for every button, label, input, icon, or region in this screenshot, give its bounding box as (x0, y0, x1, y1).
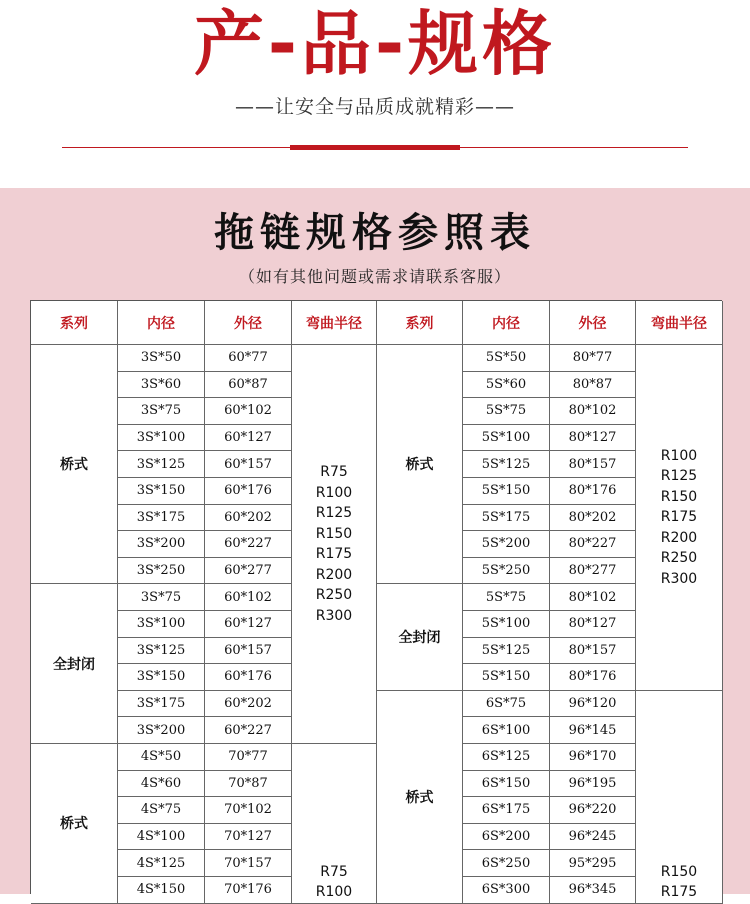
inner-diameter-cell: 3S*125 (118, 451, 205, 478)
inner-diameter-cell: 4S*75 (118, 797, 205, 824)
inner-diameter-cell: 3S*150 (118, 664, 205, 691)
bend-radius-value: R200 (315, 566, 353, 583)
outer-diameter-cell: 70*176 (205, 877, 292, 904)
inner-diameter-cell: 4S*60 (118, 771, 205, 798)
inner-diameter-cell: 5S*150 (463, 664, 550, 691)
inner-diameter-cell: 6S*125 (463, 744, 550, 771)
inner-diameter-cell: 3S*50 (118, 345, 205, 372)
table-note: （如有其他问题或需求请联系客服） (238, 267, 511, 286)
outer-diameter-cell: 80*157 (550, 451, 636, 478)
outer-diameter-cell: 80*202 (550, 505, 636, 532)
inner-diameter-cell: 5S*100 (463, 611, 550, 638)
outer-diameter-cell: 96*120 (550, 691, 636, 718)
inner-diameter-cell: 3S*100 (118, 425, 205, 452)
spec-table (30, 300, 722, 901)
bend-radius-cell (636, 691, 723, 904)
bend-radius-value: R250 (660, 550, 698, 567)
bend-radius-value: R100 (660, 447, 698, 464)
series-cell: 桥式 (377, 345, 463, 584)
inner-diameter-cell: 6S*300 (463, 877, 550, 904)
inner-diameter-cell: 3S*200 (118, 531, 205, 558)
outer-diameter-cell: 96*170 (550, 744, 636, 771)
inner-diameter-cell: 4S*100 (118, 824, 205, 851)
outer-diameter-cell: 80*176 (550, 478, 636, 505)
bend-radius-value: R100 (315, 484, 353, 501)
inner-diameter-cell: 5S*250 (463, 558, 550, 585)
bend-radius-value: R175 (315, 546, 353, 562)
inner-diameter-cell: 5S*200 (463, 531, 550, 558)
inner-diameter-cell: 3S*60 (118, 372, 205, 399)
inner-diameter-cell: 3S*175 (118, 505, 205, 532)
outer-diameter-cell: 60*102 (205, 584, 292, 611)
outer-diameter-cell: 80*227 (550, 531, 636, 558)
outer-diameter-cell: 70*157 (205, 850, 292, 877)
table-header-cell: 弯曲半径 (636, 301, 723, 345)
outer-diameter-cell: 60*227 (205, 717, 292, 744)
bend-radius-value: R125 (660, 468, 698, 485)
table-header-cell: 内径 (463, 301, 550, 345)
inner-diameter-cell: 3S*200 (118, 717, 205, 744)
series-cell: 桥式 (31, 744, 118, 904)
inner-diameter-cell: 5S*50 (463, 345, 550, 372)
inner-diameter-cell: 4S*125 (118, 850, 205, 877)
outer-diameter-cell: 60*176 (205, 664, 292, 691)
outer-diameter-cell: 60*77 (205, 345, 292, 372)
inner-diameter-cell: 5S*175 (463, 505, 550, 532)
bend-radius-value: R150 (660, 863, 698, 880)
inner-diameter-cell: 5S*75 (463, 584, 550, 611)
inner-diameter-cell: 6S*75 (463, 691, 550, 718)
outer-diameter-cell: 60*202 (205, 691, 292, 718)
series-cell: 桥式 (377, 691, 463, 904)
bend-radius-value: R200 (660, 529, 698, 546)
inner-diameter-cell: 3S*175 (118, 691, 205, 718)
inner-diameter-cell: 5S*125 (463, 451, 550, 478)
outer-diameter-cell: 80*77 (550, 345, 636, 372)
outer-diameter-cell: 70*127 (205, 824, 292, 851)
header-section (0, 0, 750, 188)
inner-diameter-cell: 6S*150 (463, 771, 550, 798)
outer-diameter-cell: 80*277 (550, 558, 636, 585)
slogan: ——让安全与品质成就精彩—— (234, 96, 515, 118)
inner-diameter-cell: 3S*100 (118, 611, 205, 638)
outer-diameter-cell: 60*157 (205, 451, 292, 478)
outer-diameter-cell: 96*345 (550, 877, 636, 904)
inner-diameter-cell: 3S*125 (118, 638, 205, 665)
inner-diameter-cell: 5S*125 (463, 638, 550, 665)
outer-diameter-cell: 70*87 (205, 771, 292, 798)
outer-diameter-cell: 80*102 (550, 584, 636, 611)
bend-radius-value: R175 (660, 884, 698, 901)
outer-diameter-cell: 60*127 (205, 425, 292, 452)
bend-radius-value: R75 (320, 863, 348, 880)
outer-diameter-cell: 96*145 (550, 717, 636, 744)
inner-diameter-cell: 5S*60 (463, 372, 550, 399)
outer-diameter-cell: 96*245 (550, 824, 636, 851)
table-header-cell: 内径 (118, 301, 205, 345)
inner-diameter-cell: 6S*250 (463, 850, 550, 877)
series-cell: 全封闭 (31, 584, 118, 744)
inner-diameter-cell: 5S*75 (463, 398, 550, 425)
table-header-cell: 外径 (550, 301, 636, 345)
inner-diameter-cell: 3S*250 (118, 558, 205, 585)
outer-diameter-cell: 80*127 (550, 611, 636, 638)
outer-diameter-cell: 60*127 (205, 611, 292, 638)
outer-diameter-cell: 80*87 (550, 372, 636, 399)
bend-radius-value: R250 (315, 587, 353, 603)
table-header-cell: 系列 (377, 301, 463, 345)
inner-diameter-cell: 6S*100 (463, 717, 550, 744)
outer-diameter-cell: 80*157 (550, 638, 636, 665)
bend-radius-value: R300 (660, 570, 698, 587)
inner-diameter-cell: 3S*75 (118, 584, 205, 611)
bend-radius-value: R125 (315, 505, 353, 521)
table-header-cell: 外径 (205, 301, 292, 345)
bend-radius-value: R150 (315, 525, 353, 542)
inner-diameter-cell: 3S*150 (118, 478, 205, 505)
inner-diameter-cell: 4S*50 (118, 744, 205, 771)
inner-diameter-cell: 3S*75 (118, 398, 205, 425)
outer-diameter-cell: 96*195 (550, 771, 636, 798)
bend-radius-value: R300 (315, 607, 353, 624)
outer-diameter-cell: 60*227 (205, 531, 292, 558)
outer-diameter-cell: 60*87 (205, 372, 292, 399)
bend-radius-cell (292, 345, 377, 744)
inner-diameter-cell: 5S*150 (463, 478, 550, 505)
bend-radius-cell (292, 744, 377, 904)
series-cell: 全封闭 (377, 584, 463, 690)
outer-diameter-cell: 70*77 (205, 744, 292, 771)
outer-diameter-cell: 80*127 (550, 425, 636, 452)
outer-diameter-cell: 95*295 (550, 850, 636, 877)
outer-diameter-cell: 80*176 (550, 664, 636, 691)
series-cell: 桥式 (31, 345, 118, 584)
table-header-cell: 弯曲半径 (292, 301, 377, 345)
outer-diameter-cell: 60*157 (205, 638, 292, 665)
inner-diameter-cell: 6S*175 (463, 797, 550, 824)
outer-diameter-cell: 60*176 (205, 478, 292, 505)
inner-diameter-cell: 4S*150 (118, 877, 205, 904)
outer-diameter-cell: 60*277 (205, 558, 292, 585)
outer-diameter-cell: 70*102 (205, 797, 292, 824)
table-title: 拖链规格参照表 (214, 210, 536, 256)
outer-diameter-cell: 80*102 (550, 398, 636, 425)
bend-radius-value: R100 (315, 884, 353, 901)
inner-diameter-cell: 5S*100 (463, 425, 550, 452)
table-header-cell: 系列 (31, 301, 118, 345)
bend-radius-value: R75 (320, 464, 348, 480)
page-title: 产-品-规格 (193, 3, 557, 85)
bend-radius-cell (636, 345, 723, 691)
inner-diameter-cell: 6S*200 (463, 824, 550, 851)
divider-accent (290, 145, 460, 150)
bend-radius-value: R150 (660, 488, 698, 505)
outer-diameter-cell: 96*220 (550, 797, 636, 824)
outer-diameter-cell: 60*102 (205, 398, 292, 425)
bend-radius-value: R175 (660, 509, 698, 526)
outer-diameter-cell: 60*202 (205, 505, 292, 532)
